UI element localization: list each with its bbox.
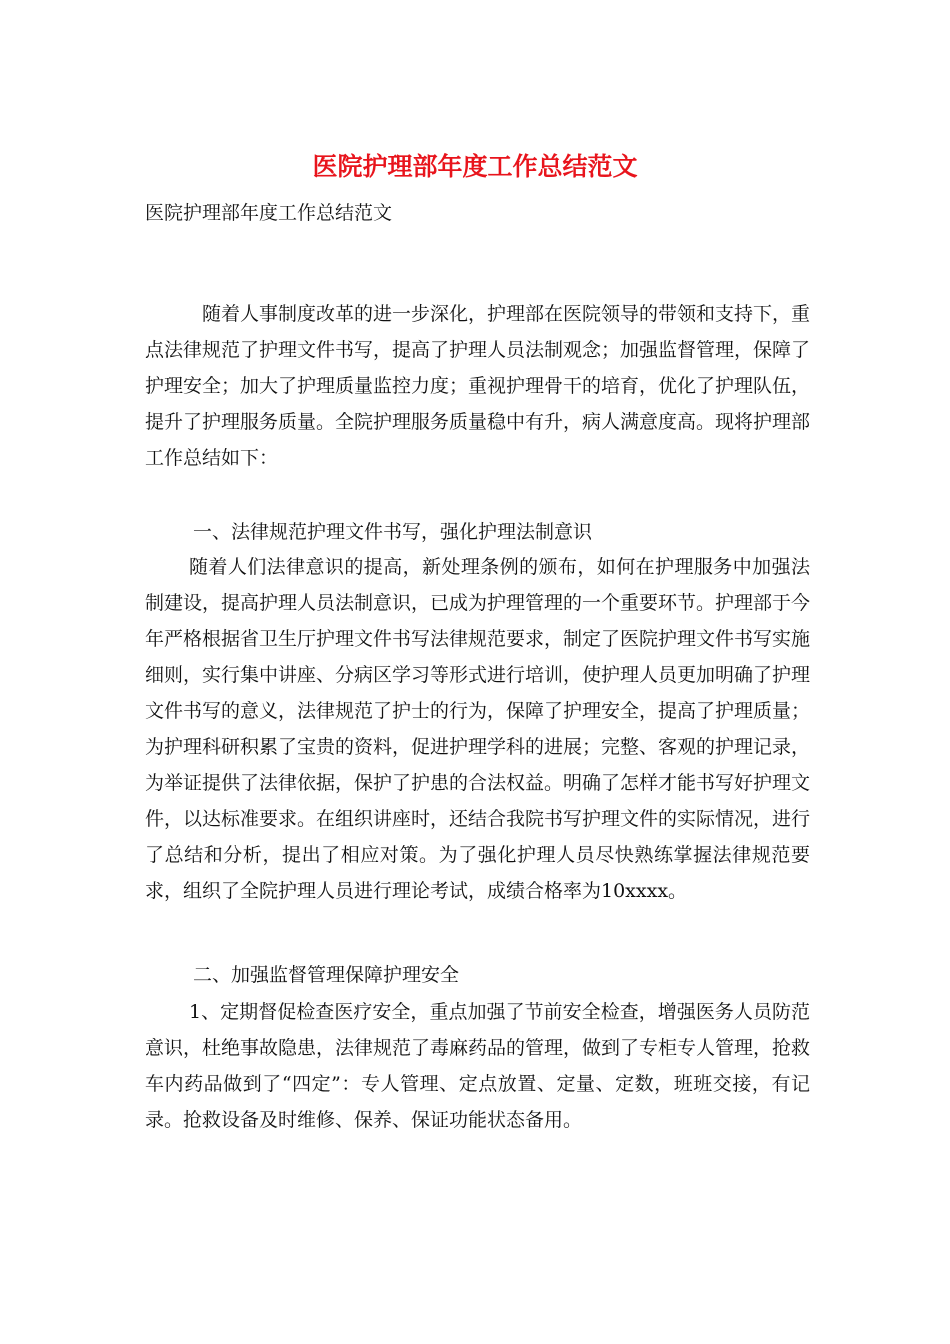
document-title: 医院护理部年度工作总结范文: [312, 152, 638, 181]
section-2-paragraph: 1、定期督促检查医疗安全，重点加强了节前安全检查，增强医务人员防范意识，杜绝事故隐患，法律规范了毒麻药品的管理，做到了专柜专人管理，抢救车内药品做到了“四定”：专人管理、定点放置、定量、定数，班班交接，有记录。抢救设备及时维修、保养、保证功能状态备用。: [145, 1001, 811, 1131]
section-1-paragraph: 随着人们法律意识的提高，新处理条例的颁布，如何在护理服务中加强法制建设，提高护理人员法制意识，已成为护理管理的一个重要环节。护理部于今年严格根据省卫生厅护理文件书写法律规范要求，制定了医院护理文件书写实施细则，实行集中讲座、分病区学习等形式进行培训，使护理人员更加明确了护理文件书写的意义，法律规范了护士的行为，保障了护理安全，提高了护理质量；为护理科研积累了宝贵的资料，促进护理学科的进展；完整、客观的护理记录，为举证提供了法律依据，保护了护患的合法权益。明确了怎样才能书写好护理文件，以达标准要求。在组织讲座时，还结合我院书写护理文件的实际情况，进行了总结和分析，提出了相应对策。为了强化护理人员尽快熟练掌握法律规范要求，组织了全院护理人员进行理论考试，成绩合格率为10xxxx。: [145, 556, 811, 902]
section-2-heading: 二、加强监督管理保障护理安全: [193, 964, 460, 986]
section-1-heading: 一、法律规范护理文件书写，强化护理法制意识: [193, 521, 593, 543]
intro-paragraph: 随着人事制度改革的进一步深化，护理部在医院领导的带领和支持下，重点法律规范了护理文件书写，提高了护理人员法制观念；加强监督管理，保障了护理安全；加大了护理质量监控力度；重视护理骨干的培育，优化了护理队伍，提升了护理服务质量。全院护理服务质量稳中有升，病人满意度高。现将护理部工作总结如下：: [145, 303, 811, 469]
document-subtitle: 医院护理部年度工作总结范文: [145, 202, 393, 224]
